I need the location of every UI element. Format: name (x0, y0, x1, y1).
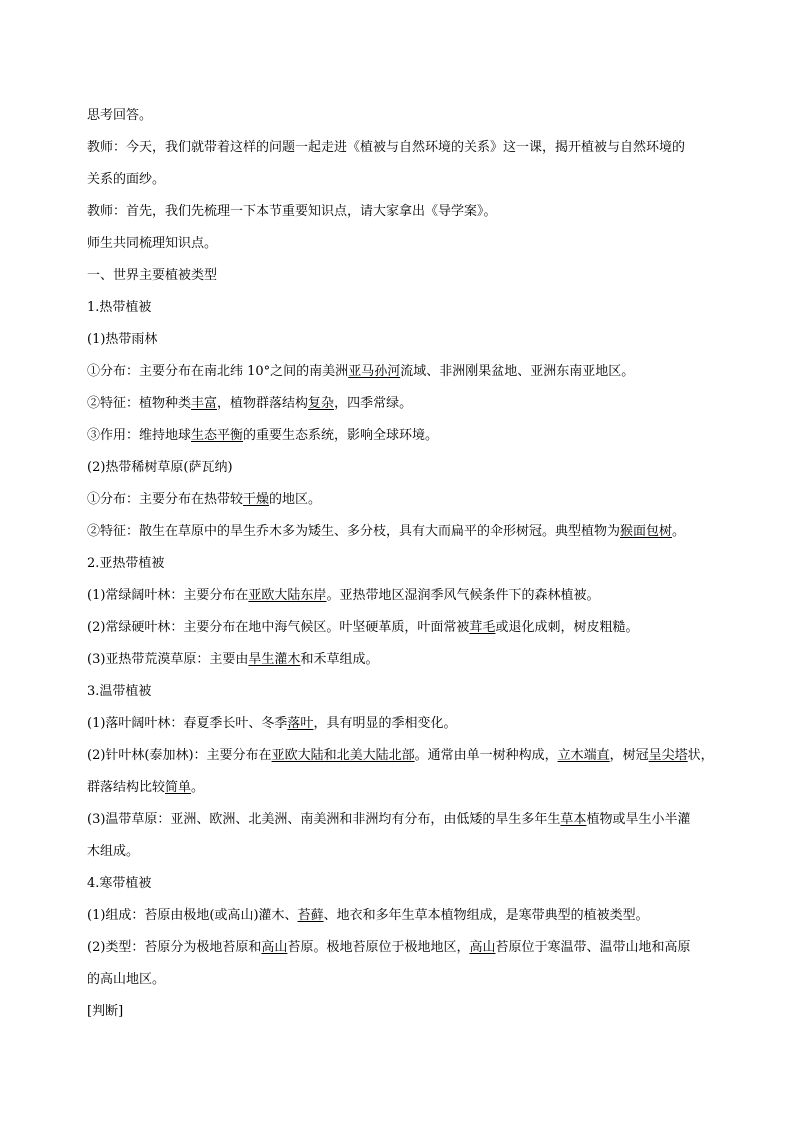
text-line (87, 228, 730, 260)
text-line (87, 484, 730, 516)
text-line (87, 900, 730, 932)
underlined-term: 干燥 (243, 492, 270, 507)
text-line (87, 164, 730, 196)
text-segment: 。 (191, 780, 205, 795)
text-segment: ②特征：散生在草原中的旱生乔木多为矮生、多分枝，具有大而扁平的伞形树冠。典型植物为 (87, 524, 621, 539)
text-segment: ，树冠 (609, 748, 649, 763)
text-segment: ①分布：主要分布在南北纬 10°之间的南美洲 (87, 364, 349, 379)
text-line (87, 100, 730, 132)
text-segment: 。通常由单一树种构成， (414, 748, 558, 763)
text-segment: (2)热带稀树草原(萨瓦纳) (87, 460, 233, 475)
text-line (87, 644, 730, 676)
document-body (87, 100, 730, 1028)
text-segment: (3)温带草原：亚洲、欧洲、北美洲、南美洲和非洲均有分布，由低矮的旱生多年生 (87, 812, 561, 827)
text-segment: 师生共同梳理知识点。 (87, 236, 218, 251)
text-line (87, 420, 730, 452)
text-line (87, 324, 730, 356)
text-line (87, 964, 730, 996)
text-segment: (1)组成：苔原由极地(或高山)灌木、 (87, 908, 298, 923)
text-segment: (2)类型：苔原分为极地苔原和 (87, 940, 262, 955)
text-segment: ，具有明显的季相变化。 (313, 716, 457, 731)
underlined-term: 茸毛 (469, 620, 496, 635)
text-segment: 或退化成刺，树皮粗糙。 (495, 620, 639, 635)
text-segment: (1)热带雨林 (87, 332, 158, 347)
underlined-term: 复杂 (308, 396, 335, 411)
text-segment: 4.寒带植被 (87, 876, 152, 891)
underlined-term: 立木端直 (557, 748, 610, 763)
underlined-term: 旱生灌木 (248, 652, 301, 667)
text-line (87, 132, 730, 164)
text-line (87, 708, 730, 740)
text-segment: 。 (672, 524, 686, 539)
underlined-term: 草本 (560, 812, 587, 827)
text-line (87, 772, 730, 804)
underlined-term: 亚欧大陆东岸 (248, 588, 327, 603)
text-segment: ①分布：主要分布在热带较 (87, 492, 244, 507)
text-segment: ③作用：维持地球 (87, 428, 192, 443)
underlined-term: 丰富 (191, 396, 218, 411)
underlined-term: 高山 (261, 940, 288, 955)
text-segment: 状， (687, 748, 714, 763)
text-line (87, 292, 730, 324)
text-line (87, 452, 730, 484)
text-segment: 思考回答。 (87, 108, 153, 123)
text-segment: 、地衣和多年生草本植物组成，是寒带典型的植被类型。 (323, 908, 649, 923)
underlined-term: 亚欧大陆和北美大陆北部 (271, 748, 415, 763)
text-segment: (3)亚热带荒漠草原：主要由 (87, 652, 249, 667)
text-segment: 3.温带植被 (87, 684, 152, 699)
text-line (87, 356, 730, 388)
text-line (87, 196, 730, 228)
text-line (87, 996, 730, 1028)
text-segment: 植物或旱生小半灌 (586, 812, 691, 827)
text-line (87, 548, 730, 580)
text-segment: 苔原位于寒温带、温带山地和高原 (495, 940, 691, 955)
text-line (87, 260, 730, 292)
text-segment: 流域、非洲刚果盆地、亚洲东南亚地区。 (400, 364, 635, 379)
text-segment: 木组成。 (87, 844, 140, 859)
text-segment: ②特征：植物种类 (87, 396, 192, 411)
underlined-term: 亚马孙河 (348, 364, 401, 379)
text-segment: 1.热带植被 (87, 300, 152, 315)
underlined-term: 高山 (469, 940, 496, 955)
text-segment: 2.亚热带植被 (87, 556, 165, 571)
underlined-term: 生态平衡 (191, 428, 244, 443)
underlined-term: 落叶 (287, 716, 314, 731)
text-line (87, 932, 730, 964)
text-line (87, 388, 730, 420)
text-segment: 群落结构比较 (87, 780, 166, 795)
underlined-term: 苔藓 (297, 908, 324, 923)
text-segment: (1)落叶阔叶林：春夏季长叶、冬季 (87, 716, 288, 731)
text-line (87, 836, 730, 868)
text-segment: (2)针叶林(泰加林)：主要分布在 (87, 748, 272, 763)
text-segment: ，四季常绿。 (334, 396, 413, 411)
text-line (87, 612, 730, 644)
text-line (87, 740, 730, 772)
text-segment: 关系的面纱。 (87, 172, 166, 187)
text-segment: (2)常绿硬叶林：主要分布在地中海气候区。叶坚硬革质，叶面常被 (87, 620, 470, 635)
text-line (87, 580, 730, 612)
underlined-term: 简单 (165, 780, 192, 795)
underlined-term: 呈尖塔 (648, 748, 688, 763)
text-line (87, 804, 730, 836)
text-segment: [判断] (87, 1004, 124, 1019)
text-line (87, 676, 730, 708)
text-segment: 。亚热带地区湿润季风气候条件下的森林植被。 (326, 588, 600, 603)
text-segment: 的高山地区。 (87, 972, 166, 987)
text-segment: 苔原。极地苔原位于极地地区， (287, 940, 470, 955)
text-segment: ，植物群落结构 (217, 396, 309, 411)
text-segment: 的地区。 (269, 492, 322, 507)
underlined-term: 猴面包树 (620, 524, 673, 539)
text-segment: 一、世界主要植被类型 (87, 268, 218, 283)
text-segment: 教师：首先，我们先梳理一下本节重要知识点，请大家拿出《导学案》。 (87, 204, 497, 219)
text-segment: 的重要生态系统，影响全球环境。 (243, 428, 439, 443)
text-segment: 和禾草组成。 (300, 652, 379, 667)
text-segment: (1)常绿阔叶林：主要分布在 (87, 588, 249, 603)
text-segment: 教师：今天，我们就带着这样的问题一起走进《植被与自然环境的关系》这一课，揭开植被与自然环境的 (87, 140, 686, 155)
text-line (87, 516, 730, 548)
text-line (87, 868, 730, 900)
